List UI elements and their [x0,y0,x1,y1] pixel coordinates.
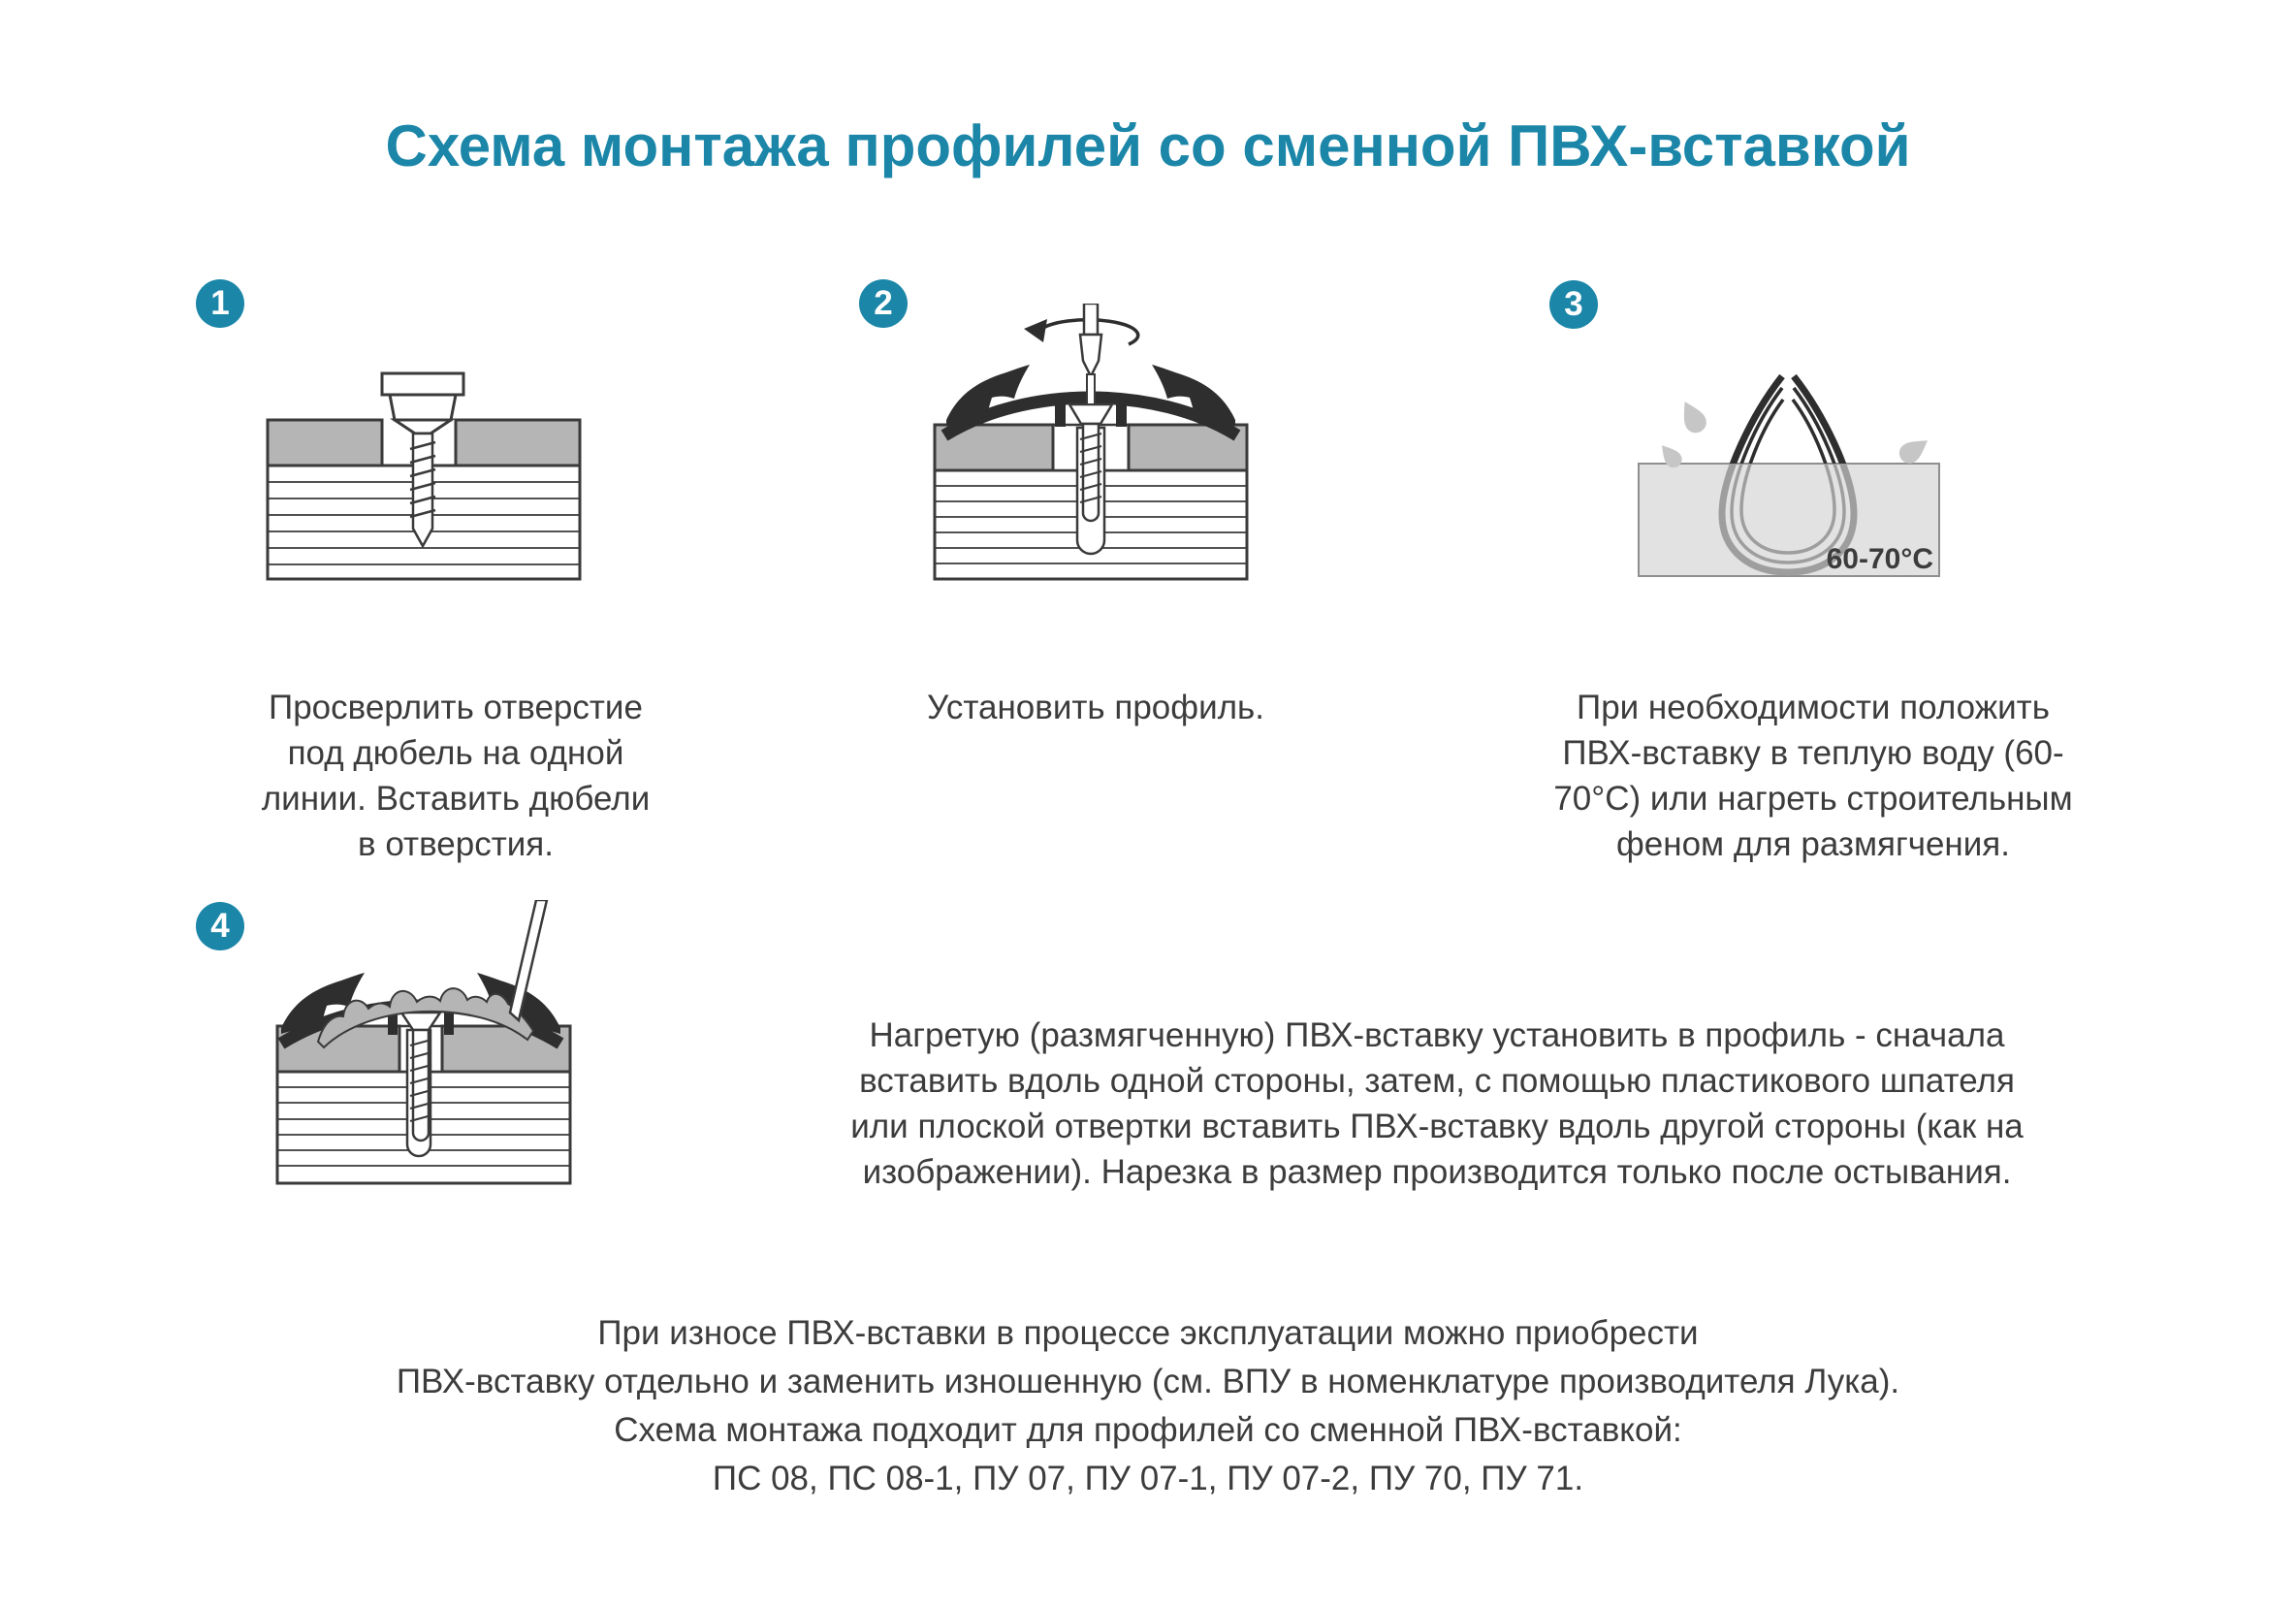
step-4-caption [715,1013,2159,1195]
step-1-caption [184,685,727,867]
caption-line: вставить вдоль одной стороны, затем, с помощью пластикового шпателя [859,1062,2015,1100]
footer-line: Схема монтажа подходит для профилей со сменной ПВХ-вставкой: [614,1411,1682,1449]
caption-line: в отверстия. [358,825,554,863]
drill-icon [382,373,463,434]
caption-line: или плоской отвертки вставить ПВХ-вставку вдоль другой стороны (как на [850,1108,2024,1145]
step-3-illustration-warm-water [1617,367,1955,592]
caption-line: феном для размягчения. [1616,825,2010,863]
step-4-illustration-insert-pvc [256,900,586,1193]
footer-line: При износе ПВХ-вставки в процессе эксплуатации можно приобрести [597,1314,1699,1352]
caption-line: Нагретую (размягченную) ПВХ-вставку установить в профиль - сначала [869,1016,2005,1054]
footer-line: ПВХ-вставку отдельно и заменить изношенную (см. ВПУ в номенклатуре производителя Лука). [396,1363,1900,1400]
step-3-caption [1469,685,2157,867]
step-1-badge: 1 [196,279,244,328]
caption-line: При необходимости положить [1577,689,2050,726]
caption-line: 70°C) или нагреть строительным [1553,780,2073,818]
caption-line: изображении). Нарезка в размер производится только после остывания. [862,1153,2012,1191]
caption-line: ПВХ-вставку в теплую воду (60- [1562,734,2064,772]
step-2-caption [824,685,1367,730]
step-3-badge: 3 [1549,280,1598,329]
caption-line: Установить профиль. [926,689,1265,726]
droplet-icon [1655,397,1933,471]
footer-note [0,1309,2296,1503]
screwdriver-icon [1080,304,1101,404]
footer-line: ПС 08, ПС 08-1, ПУ 07, ПУ 07-1, ПУ 07-2, ПУ 70, ПУ 71. [712,1460,1584,1497]
temperature-label: 60-70°C [1826,543,1933,575]
caption-line: под дюбель на одной [287,734,624,772]
step-1-illustration-drill-dowel [264,371,587,587]
page-title: Схема монтажа профилей со сменной ПВХ-вставкой [385,113,1911,178]
caption-line: Просверлить отверстие [269,689,643,726]
step-2-badge: 2 [859,279,908,328]
step-4-badge: 4 [196,902,244,950]
screw-icon [410,434,435,546]
step-2-illustration-install-profile [929,304,1253,585]
caption-line: линии. Вставить дюбели [261,780,651,818]
